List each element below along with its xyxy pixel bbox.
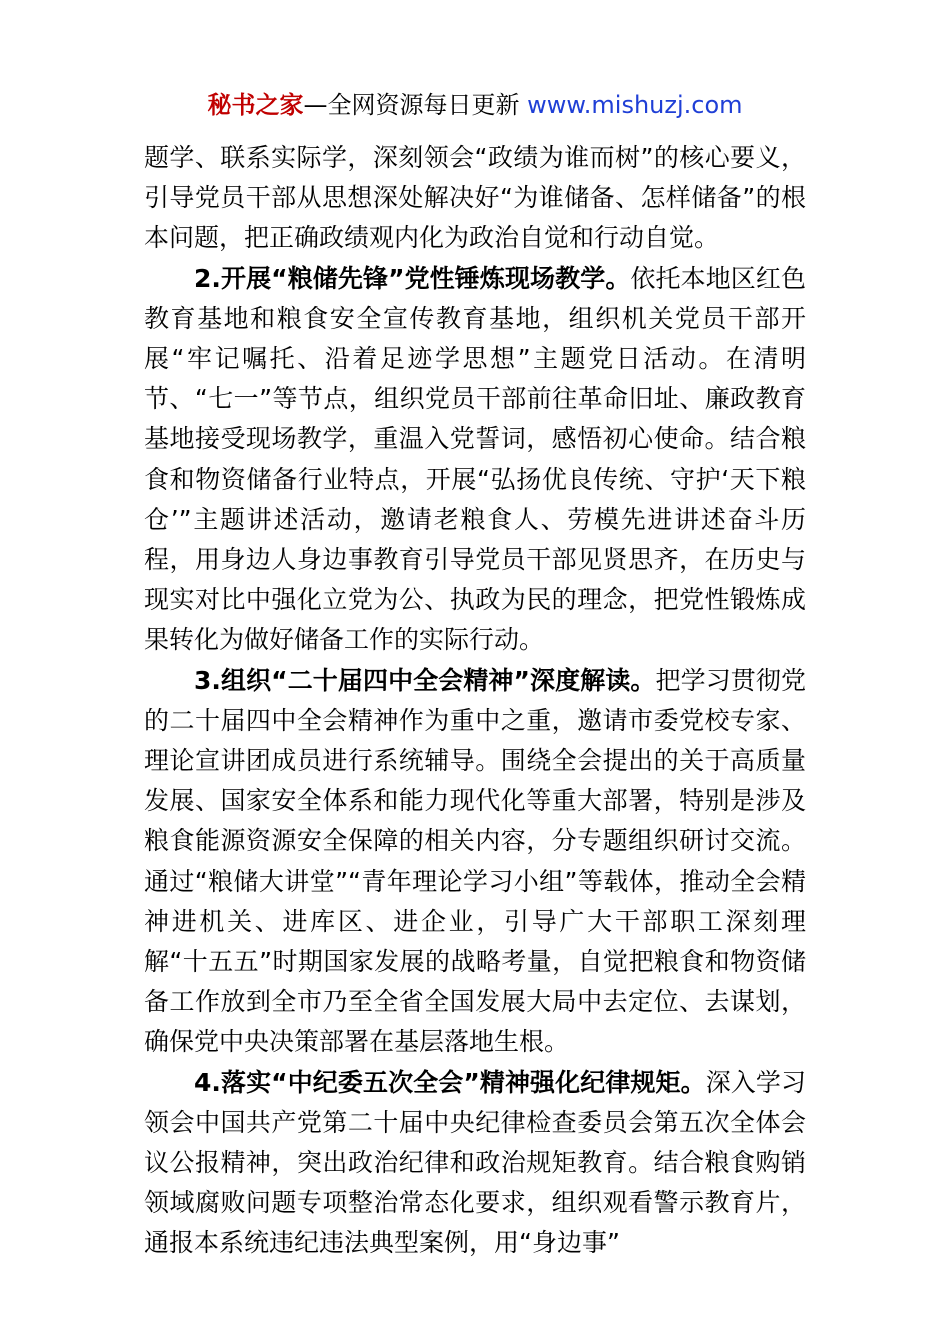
- page-header: [0, 88, 950, 122]
- brand-name: 秘书之家: [207, 91, 304, 119]
- header-tagline: —全网资源每日更新: [303, 91, 528, 119]
- document-body: [144, 138, 806, 1264]
- paragraph-lead: 4.落实“中纪委五次全会”精神强化纪律规矩。: [194, 1067, 706, 1097]
- paragraph-body: 题学、联系实际学，深刻领会“政绩为谁而树”的核心要义，引导党员干部从思想深处解决好“为谁储备、怎样储备”的根本问题，把正确政绩观内化为政治自觉和行动自觉。: [144, 143, 806, 253]
- paragraph-body: 深入学习领会中国共产党第二十届中央纪律检查委员会第五次全体会议公报精神，突出政治纪律和政治规矩教育。结合粮食购销领域腐败问题专项整治常态化要求，组织观看警示教育片，通报本系统违纪违法典型案例，用“身边事”: [144, 1067, 806, 1258]
- paragraph-body: 把学习贯彻党的二十届四中全会精神作为重中之重，邀请市委党校专家、理论宣讲团成员进行系统辅导。围绕全会提出的关于高质量发展、国家安全体系和能力现代化等重大部署，特别是涉及粮食能源资源安全保障的相关内容，分专题组织研讨交流。通过“粮储大讲堂”“青年理论学习小组”等载体，推动全会精神进机关、进库区、进企业，引导广大干部职工深刻理解“十五五”时期国家发展的战略考量，自觉把粮食和物资储备工作放到全市乃至全省全国发展大局中去定位、去谋划，确保党中央决策部署在基层落地生根。: [144, 665, 806, 1057]
- paragraph-lead: 2.开展“粮储先锋”党性锤炼现场教学。: [194, 263, 631, 293]
- paragraph-lead: 3.组织“二十届四中全会精神”深度解读。: [194, 665, 656, 695]
- paragraph-item-4: [144, 1063, 806, 1264]
- paragraph-item-2: [144, 259, 806, 661]
- paragraph-body: 依托本地区红色教育基地和粮食安全宣传教育基地，组织机关党员干部开展“牢记嘱托、沿着足迹学思想”主题党日活动。在清明节、“七一”等节点，组织党员干部前往革命旧址、廉政教育基地接受现场教学，重温入党誓词，感悟初心使命。结合粮食和物资储备行业特点，开展“弘扬优良传统、守护‘天下粮仓’”主题讲述活动，邀请老粮食人、劳模先进讲述奋斗历程，用身边人身边事教育引导党员干部见贤思齐，在历史与现实对比中强化立党为公、执政为民的理念，把党性锻炼成果转化为做好储备工作的实际行动。: [144, 263, 806, 655]
- site-url[interactable]: www.mishuzj.com: [527, 91, 743, 119]
- paragraph-item-3: [144, 661, 806, 1063]
- paragraph-continuation: [144, 138, 806, 259]
